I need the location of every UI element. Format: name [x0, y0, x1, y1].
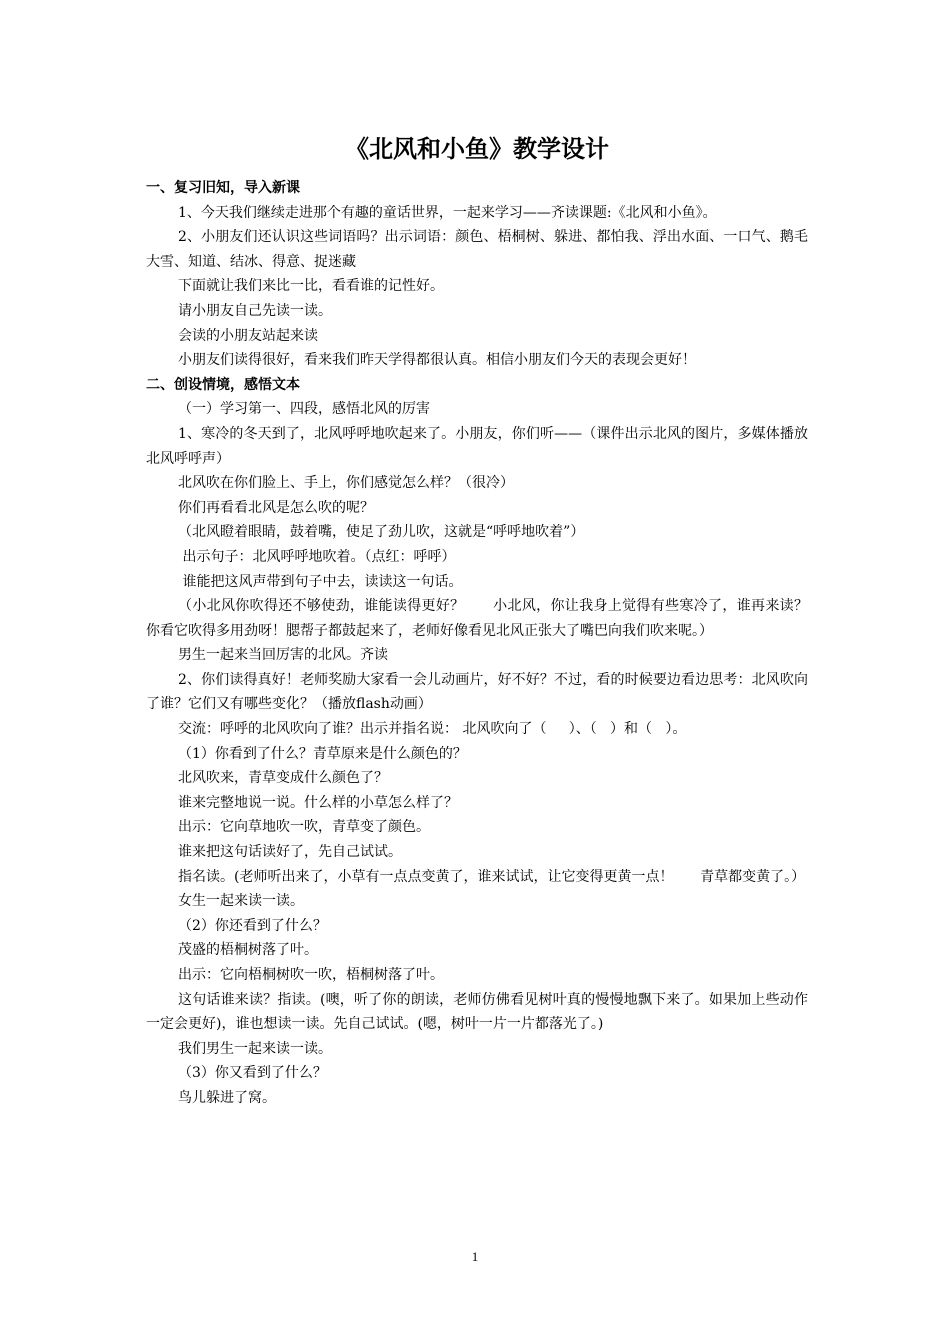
body-paragraph: （1）你看到了什么？青草原来是什么颜色的？ [178, 745, 467, 762]
body-paragraph: （一）学习第一、四段，感悟北风的厉害 [178, 401, 430, 418]
body-paragraph: 2、你们读得真好！老师奖励大家看一会儿动画片，好不好？不过，看的时候要边看边思考：北风吹向了谁？它们又有哪些变化？（播放flash动画） [146, 671, 808, 713]
body-paragraph: 我们男生一起来读一读。 [178, 1040, 332, 1057]
body-paragraph: 这句话谁来读？指读。(噢，听了你的朗读，老师仿佛看见树叶真的慢慢地飘下来了。如果加上些动作一定会更好)，谁也想读一读。先自己试试。(嗯，树叶一片一片都落光了。) [146, 991, 808, 1033]
body-paragraph: 女生一起来读一读。 [178, 893, 304, 910]
document-content [146, 126, 831, 1111]
section-heading: 二、创设情境，感悟文本 [146, 376, 300, 393]
body-paragraph: 会读的小朋友站起来读 [178, 327, 318, 344]
body-paragraph: （北风瞪着眼睛，鼓着嘴，使足了劲儿吹，这就是“呼呼地吹着”） [178, 524, 585, 541]
page-number: 1 [471, 1249, 479, 1264]
body-paragraph: （3）你又看到了什么？ [178, 1065, 327, 1082]
body-paragraph: （2）你还看到了什么？ [178, 917, 327, 934]
body-paragraph: 谁来把这句话读好了，先自己试试。 [178, 844, 402, 861]
body-paragraph: 请小朋友自己先读一读。 [178, 302, 332, 319]
body-paragraph: 你们再看看北风是怎么吹的呢？ [178, 499, 374, 516]
body-paragraph: 北风吹在你们脸上、手上，你们感觉怎么样？（很冷） [178, 475, 514, 492]
body-paragraph: 男生一起来当回厉害的北风。齐读 [178, 647, 388, 664]
document-body [146, 176, 831, 1111]
body-paragraph: （小北风你吹得还不够使劲，谁能读得更好？ 小北风，你让我身上觉得有些寒冷了，谁再来读？ 你看它吹得多用劲呀！腮帮子都鼓起来了，老师好像看见北风正张大了嘴巴向我们吹来呢。） [146, 598, 831, 639]
document-title: 《北风和小鱼》教学设计 [345, 135, 609, 163]
body-paragraph: 1、寒冷的冬天到了，北风呼呼地吹起来了。小朋友，你们听——（课件出示北风的图片，多媒体播放北风呼呼声） [146, 425, 808, 467]
body-paragraph: 出示：它向草地吹一吹，青草变了颜色。 [178, 819, 430, 836]
body-paragraph: 茂盛的梧桐树落了叶。 [178, 942, 318, 959]
body-paragraph: 小朋友们读得很好，看来我们昨天学得都很认真。相信小朋友们今天的表现会更好！ [178, 352, 696, 369]
body-paragraph: 出示句子：北风呼呼地吹着。（点红：呼呼） [178, 548, 456, 565]
body-paragraph: 谁来完整地说一说。什么样的小草怎么样了？ [178, 794, 458, 811]
body-paragraph: 出示：它向梧桐树吹一吹，梧桐树落了叶。 [178, 967, 444, 983]
body-paragraph: 谁能把这风声带到句子中去，读读这一句话。 [178, 573, 463, 590]
body-paragraph: 北风吹来，青草变成什么颜色了？ [178, 770, 388, 787]
section-heading: 一、复习旧知，导入新课 [146, 180, 300, 196]
body-paragraph: 下面就让我们来比一比，看看谁的记性好。 [178, 278, 444, 295]
body-paragraph: 指名读。(老师听出来了，小草有一点点变黄了，谁来试试，让它变得更黄一点！ 青草都变黄了。） [178, 868, 806, 885]
body-paragraph: 鸟儿躲进了窝。 [178, 1089, 276, 1106]
body-paragraph: 1、今天我们继续走进那个有趣的童话世界，一起来学习——齐读课题:《北风和小鱼》。 [178, 204, 717, 221]
body-paragraph: 2、小朋友们还认识这些词语吗？出示词语：颜色、梧桐树、躲进、都怕我、浮出水面、一口气、鹅毛大雪、知道、结冰、得意、捉迷藏 [146, 229, 808, 270]
body-paragraph: 交流：呼呼的北风吹向了谁？出示并指名说： 北风吹向了（ ）、（ ）和（ ）。 [178, 721, 687, 738]
